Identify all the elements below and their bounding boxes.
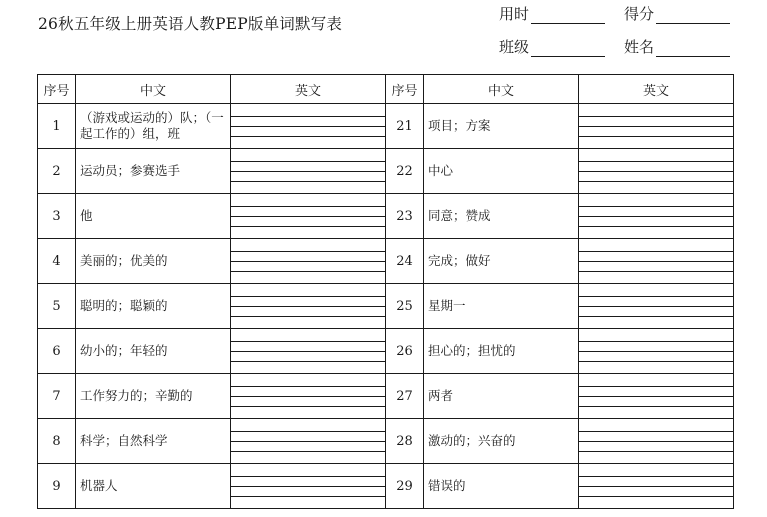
row-number-right: 29 [386, 464, 424, 509]
worksheet-title: 26秋五年级上册英语人教PEP版单词默写表 [38, 15, 343, 33]
english-answer-left[interactable] [231, 329, 386, 374]
writing-line [231, 126, 385, 127]
header-num-right: 序号 [386, 75, 424, 104]
row-number-right: 22 [386, 149, 424, 194]
time-field[interactable] [499, 3, 605, 24]
writing-line [579, 496, 733, 497]
row-number-left: 2 [38, 149, 76, 194]
class-label: 班级 [499, 38, 530, 56]
writing-line [231, 171, 385, 172]
writing-line [579, 306, 733, 307]
chinese-meaning-left: 科学；自然科学 [76, 419, 231, 464]
score-field[interactable] [624, 3, 730, 24]
writing-line [579, 296, 733, 297]
chinese-meaning-left: 聪明的；聪颖的 [76, 284, 231, 329]
writing-line [579, 116, 733, 117]
writing-line [579, 361, 733, 362]
chinese-meaning-right: 项目；方案 [424, 104, 579, 149]
writing-line [231, 441, 385, 442]
table-row [38, 194, 734, 239]
table-row [38, 104, 734, 149]
english-answer-left[interactable] [231, 374, 386, 419]
chinese-meaning-left: 机器人 [76, 464, 231, 509]
writing-line [231, 476, 385, 477]
header-en-right: 英文 [579, 75, 734, 104]
header-num-left: 序号 [38, 75, 76, 104]
writing-line [579, 396, 733, 397]
writing-line [231, 431, 385, 432]
row-number-right: 27 [386, 374, 424, 419]
writing-line [231, 251, 385, 252]
row-number-right: 21 [386, 104, 424, 149]
vocabulary-table [37, 74, 734, 509]
chinese-meaning-right: 担心的；担忧的 [424, 329, 579, 374]
class-input-line[interactable] [531, 42, 605, 57]
writing-line [579, 431, 733, 432]
chinese-meaning-right: 完成；做好 [424, 239, 579, 284]
english-answer-right[interactable] [579, 419, 734, 464]
row-number-left: 8 [38, 419, 76, 464]
writing-line [579, 216, 733, 217]
english-answer-right[interactable] [579, 374, 734, 419]
row-number-right: 24 [386, 239, 424, 284]
writing-line [231, 351, 385, 352]
writing-line [231, 226, 385, 227]
writing-line [231, 206, 385, 207]
header-cn-right: 中文 [424, 75, 579, 104]
english-answer-left[interactable] [231, 239, 386, 284]
chinese-meaning-left: 运动员；参赛选手 [76, 149, 231, 194]
writing-line [231, 116, 385, 117]
writing-line [579, 181, 733, 182]
english-answer-left[interactable] [231, 194, 386, 239]
table-row [38, 239, 734, 284]
chinese-meaning-left: 美丽的；优美的 [76, 239, 231, 284]
writing-line [579, 386, 733, 387]
writing-line [579, 136, 733, 137]
writing-line [231, 341, 385, 342]
chinese-meaning-right: 激动的；兴奋的 [424, 419, 579, 464]
english-answer-right[interactable] [579, 149, 734, 194]
english-answer-right[interactable] [579, 329, 734, 374]
row-number-right: 23 [386, 194, 424, 239]
writing-line [231, 361, 385, 362]
writing-line [579, 476, 733, 477]
english-answer-left[interactable] [231, 419, 386, 464]
writing-line [579, 271, 733, 272]
english-answer-left[interactable] [231, 149, 386, 194]
writing-line [579, 441, 733, 442]
writing-line [579, 316, 733, 317]
writing-line [579, 126, 733, 127]
table-row [38, 284, 734, 329]
writing-line [231, 136, 385, 137]
writing-line [231, 406, 385, 407]
chinese-meaning-right: 两者 [424, 374, 579, 419]
name-input-line[interactable] [656, 42, 730, 57]
row-number-left: 3 [38, 194, 76, 239]
writing-line [579, 451, 733, 452]
score-input-line[interactable] [656, 9, 730, 24]
writing-line [579, 406, 733, 407]
chinese-meaning-right: 错误的 [424, 464, 579, 509]
class-field[interactable] [499, 36, 605, 57]
writing-line [231, 496, 385, 497]
writing-line [231, 386, 385, 387]
english-answer-right[interactable] [579, 194, 734, 239]
writing-line [579, 171, 733, 172]
header-row [38, 75, 734, 104]
table-row [38, 464, 734, 509]
writing-line [231, 396, 385, 397]
writing-line [579, 251, 733, 252]
time-input-line[interactable] [531, 9, 605, 24]
name-label: 姓名 [624, 38, 655, 56]
chinese-meaning-left: 幼小的；年轻的 [76, 329, 231, 374]
english-answer-right[interactable] [579, 239, 734, 284]
writing-line [579, 486, 733, 487]
english-answer-left[interactable] [231, 104, 386, 149]
writing-line [231, 306, 385, 307]
writing-line [231, 161, 385, 162]
table-row [38, 149, 734, 194]
writing-line [231, 316, 385, 317]
table-row [38, 329, 734, 374]
writing-line [231, 181, 385, 182]
row-number-left: 7 [38, 374, 76, 419]
writing-line [579, 261, 733, 262]
row-number-left: 4 [38, 239, 76, 284]
table-row [38, 374, 734, 419]
english-answer-left[interactable] [231, 284, 386, 329]
chinese-meaning-right: 同意；赞成 [424, 194, 579, 239]
table-row [38, 419, 734, 464]
time-label: 用时 [499, 5, 530, 23]
writing-line [231, 451, 385, 452]
chinese-meaning-left: 工作努力的；辛勤的 [76, 374, 231, 419]
row-number-right: 28 [386, 419, 424, 464]
writing-line [231, 261, 385, 262]
chinese-meaning-left: 他 [76, 194, 231, 239]
english-answer-right[interactable] [579, 464, 734, 509]
writing-line [579, 351, 733, 352]
english-answer-right[interactable] [579, 284, 734, 329]
writing-line [231, 216, 385, 217]
writing-line [231, 486, 385, 487]
writing-line [579, 226, 733, 227]
writing-line [231, 296, 385, 297]
row-number-left: 5 [38, 284, 76, 329]
chinese-meaning-left: （游戏或运动的）队；（一起工作的）组，班 [76, 104, 231, 149]
writing-line [231, 271, 385, 272]
writing-line [579, 161, 733, 162]
writing-line [579, 206, 733, 207]
row-number-right: 26 [386, 329, 424, 374]
row-number-left: 9 [38, 464, 76, 509]
row-number-right: 25 [386, 284, 424, 329]
chinese-meaning-right: 星期一 [424, 284, 579, 329]
header-cn-left: 中文 [76, 75, 231, 104]
row-number-left: 1 [38, 104, 76, 149]
header-en-left: 英文 [231, 75, 386, 104]
english-answer-right[interactable] [579, 104, 734, 149]
chinese-meaning-right: 中心 [424, 149, 579, 194]
score-label: 得分 [624, 5, 655, 23]
english-answer-left[interactable] [231, 464, 386, 509]
writing-line [579, 341, 733, 342]
name-field[interactable] [624, 36, 730, 57]
row-number-left: 6 [38, 329, 76, 374]
